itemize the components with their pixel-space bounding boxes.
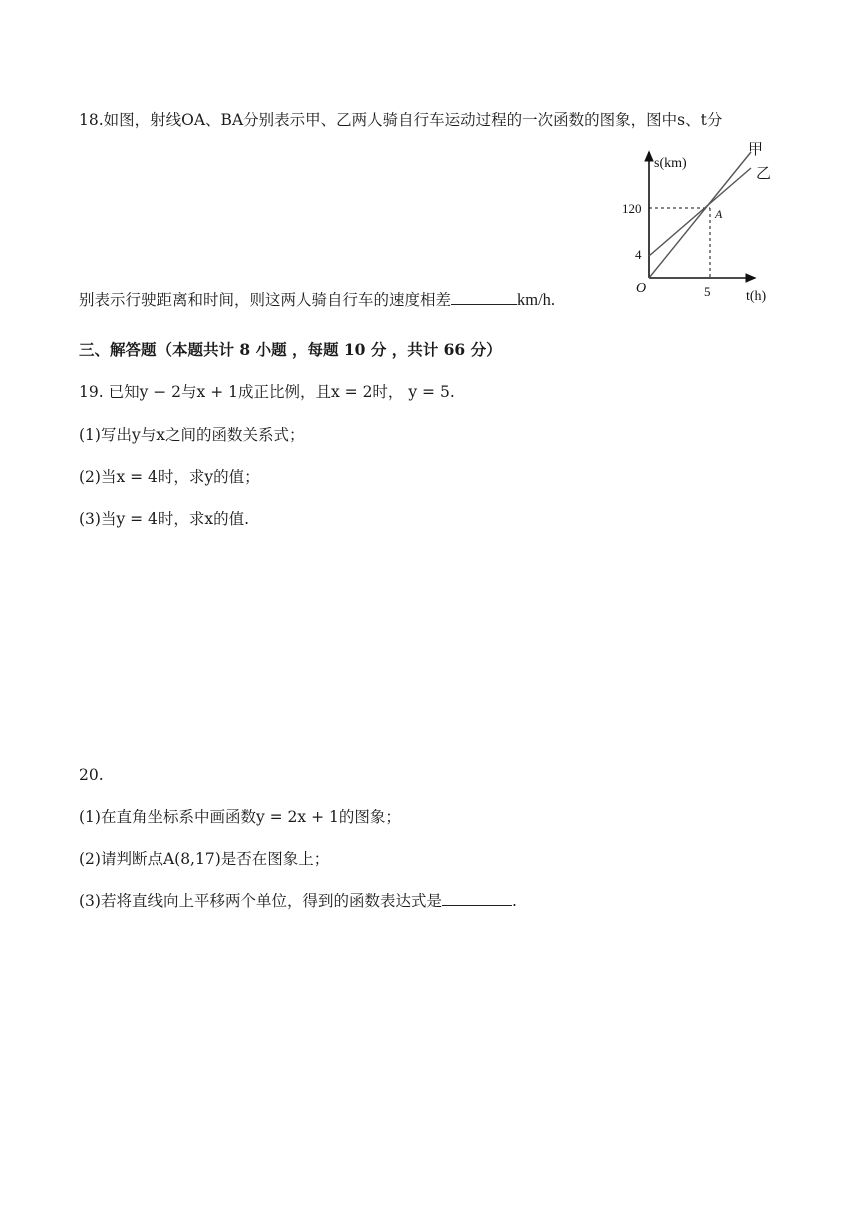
- q20-number: 20.: [79, 766, 104, 784]
- q19-part3: (3)当y = 4时，求x的值.: [79, 510, 250, 528]
- line-yi-label: 乙: [756, 166, 772, 182]
- section-3-title: 三、解答题（本题共计 8 小题 ，每题 10 分 ，共计 66 分）: [79, 340, 502, 359]
- y-axis-label: s(km): [654, 156, 687, 171]
- q19-stem: 19. 已知y − 2与x + 1成正比例，且x = 2时， y = 5.: [79, 383, 455, 401]
- x-tick-5: 5: [704, 284, 711, 299]
- q18-line2: [79, 290, 555, 310]
- y-tick-4: 4: [635, 247, 642, 262]
- q19-part2: (2)当x = 4时，求y的值；: [79, 468, 260, 486]
- q19-part1: (1)写出y与x之间的函数关系式；: [79, 426, 305, 444]
- q18-graph: [618, 138, 788, 310]
- q18-text-part2: 别表示行驶距离和时间，则这两人骑自行车的速度相差: [79, 291, 452, 309]
- q18-text-part1: 如图，射线OA、BA分别表示甲、乙两人骑自行车运动过程的一次函数的图象，图中s、t分: [103, 111, 723, 129]
- q18-answer-blank[interactable]: [451, 290, 517, 305]
- q20-part3-prefix: (3)若将直线向上平移两个单位，得到的函数表达式是: [79, 892, 442, 910]
- q20-part3: [79, 891, 517, 911]
- q18-line1: [79, 110, 722, 130]
- q18-number: 18.: [79, 111, 104, 129]
- origin-label: O: [636, 281, 647, 296]
- q20-answer-blank[interactable]: [442, 891, 512, 906]
- point-a-label: A: [715, 207, 723, 221]
- q20-part2: (2)请判断点A(8,17)是否在图象上；: [79, 850, 330, 868]
- line-jia-label: 甲: [748, 142, 764, 158]
- q18-unit: km/h.: [517, 290, 556, 309]
- line-yi: [649, 168, 751, 256]
- y-tick-120: 120: [622, 201, 642, 216]
- x-axis-label: t(h): [746, 289, 767, 304]
- q20-part1: (1)在直角坐标系中画函数y = 2x + 1的图象；: [79, 808, 401, 826]
- q20-part3-suffix: .: [511, 892, 517, 910]
